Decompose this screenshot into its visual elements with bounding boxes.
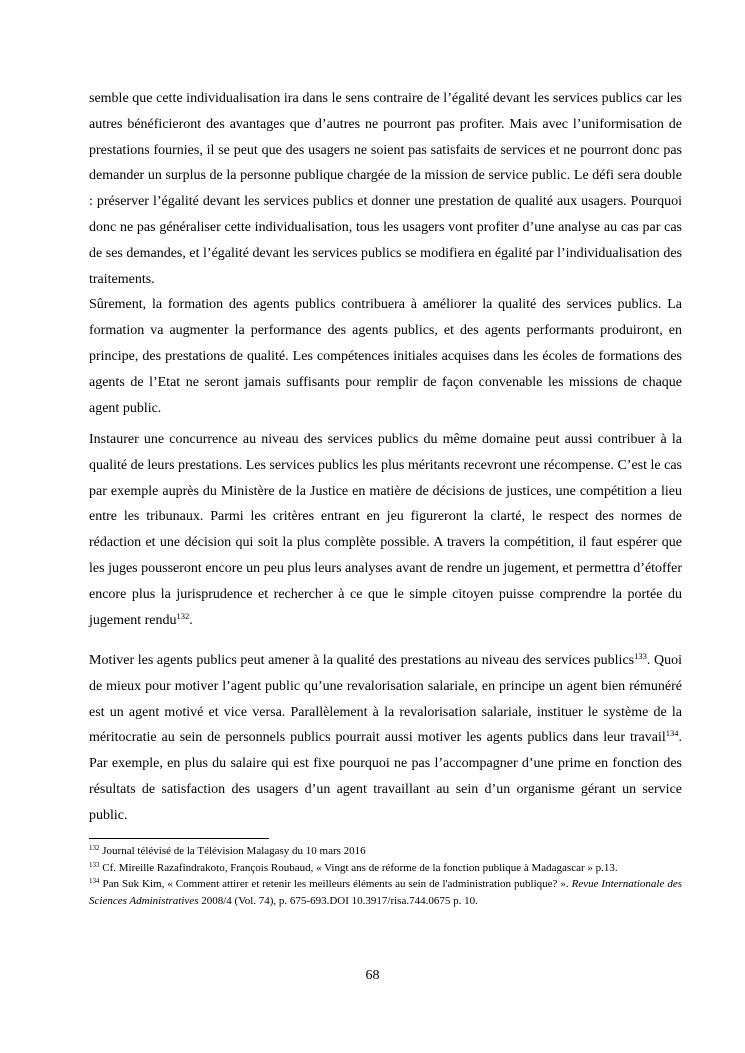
paragraph-2-text: [89, 427, 682, 633]
footnote-citation-details: 2008/4 (Vol. 74), p. 675-693.DOI 10.3917/risa.744.0675 p. 10.: [198, 894, 478, 907]
page-number: 68: [365, 968, 380, 983]
paragraph-2-end: .: [189, 612, 193, 628]
paragraph-1-text: semble que cette individualisation ira dans le sens contraire de l’égalité devant les services publics car les autres bénéficieront des avantages que d’autres ne pourront pas profiter. Mais avec l’uniformisation de prestations fournies, il se peut que des usagers ne soient pas satisfaits de services et ne pourront donc pas demander un surplus de la personne publique chargée de la mission de service public. Le défi sera double : préserver l’égalité devant les services publics et donner une prestation de qualité aux usagers. Pourquoi donc ne pas généraliser cette individualisation, tous les usagers vont profiter d’une analyse au cas par cas de ses demandes, et l’égalité devant les services publics se modifiera en égalité par l’individualisation des traitements.: [89, 91, 682, 287]
footnote-number: 133: [89, 860, 100, 869]
footnote-text: Pan Suk Kim, « Comment attirer et retenir les meilleurs éléments au sein de l'administration publique? ».: [99, 878, 572, 890]
footnote-text: Journal télévisé de la Télévision Malagasy du 10 mars 2016: [99, 845, 366, 857]
paragraph-3: [89, 648, 682, 829]
footnote-number: 134: [89, 877, 100, 885]
footnote-132: [89, 843, 682, 860]
footnotes: [89, 843, 682, 909]
paragraph-1-continuation: Sûrement, la formation des agents publics contribuera à améliorer la qualité des services publics. La formation va augmenter la performance des agents publics, et des agents performants produiront, en principe, des prestations de qualité. Les compétences initiales acquises dans les écoles de formations des agents de l’Etat ne seront jamais suffisants pour remplir de façon convenable les missions de chaque agent public.: [89, 297, 682, 416]
paragraph-2: [89, 427, 682, 633]
paragraph-3-part-a: Motiver les agents publics peut amener à la qualité des prestations au niveau des services publics: [89, 653, 635, 668]
paragraph-3-part-b: . Quoi de mieux pour motiver l’agent public qu’une revalorisation salariale, en principe un agent bien rémunéré est un agent motivé et vice versa. Parallèlement à la revalorisation salariale, instituer le système de la méritocratie au sein de personnels publics pourrait aussi motiver les agents publics dans leur travail: [89, 653, 682, 746]
paragraph-3-part-c: . Par exemple, en plus du salaire qui est fixe pourquoi ne pas l’accompagner d’une prime en fonction des résultats de satisfaction des usagers d’un agent travaillant au sein d’un organisme gérant un service public.: [89, 730, 682, 823]
paragraph-1: [89, 86, 682, 421]
paragraph-3-text: [89, 648, 682, 829]
footnote-text: Cf. Mireille Razafindrakoto, François Roubaud, « Vingt ans de réforme de la fonction publique à Madagascar » p.13.: [99, 861, 618, 874]
footnote-ref-132[interactable]: 132: [176, 610, 190, 621]
footnote-ref-133[interactable]: 133: [634, 651, 647, 661]
footnote-133: [89, 860, 682, 877]
footnote-number: 132: [89, 844, 100, 852]
footnote-134: [89, 876, 682, 909]
footnote-ref-134[interactable]: 134: [665, 728, 679, 739]
footnote-separator: [89, 838, 269, 839]
paragraph-2-body: Instaurer une concurrence au niveau des services publics du même domaine peut aussi contribuer à la qualité de leurs prestations. Les services publics les plus méritants recevront une récompense. C’est le cas par exemple auprès du Ministère de la Justice en matière de décisions de justices, une compétition a lieu entre les tribunaux. Parmi les critères entrant en jeu figureront la clarté, le respect des normes de rédaction et une décision qui soit la plus complète possible. A travers la compétition, il faut espérer que les juges pousseront encore un peu plus leurs analyses avant de rendre un jugement, et permettra d’étoffer encore plus la jurisprudence et rechercher à ce que le simple citoyen puisse comprendre la portée du jugement rendu: [89, 432, 682, 628]
footnote-journal-title: Revue Internationale des Sciences Administratives: [89, 878, 682, 907]
